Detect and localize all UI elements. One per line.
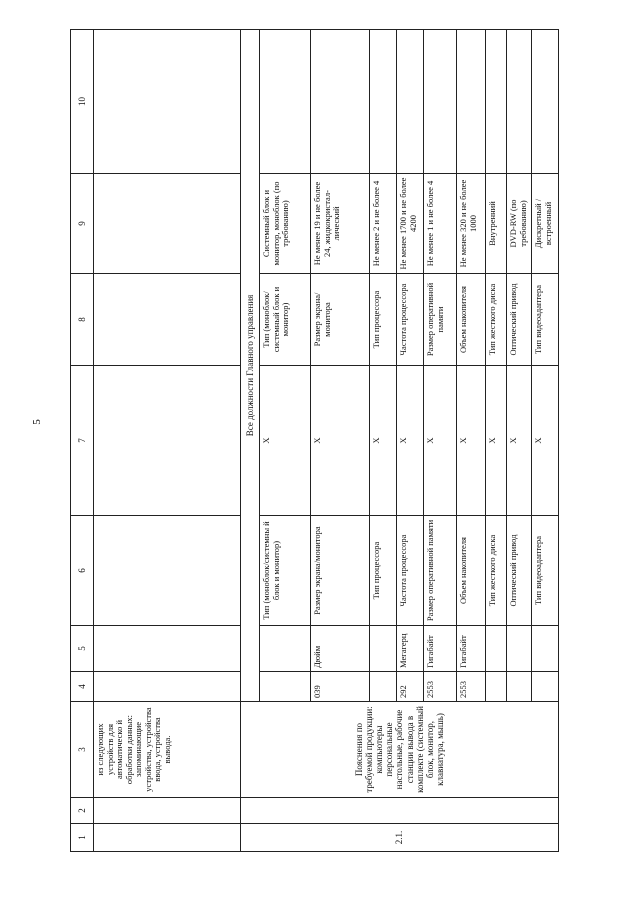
unit-cell: Дюйм bbox=[311, 626, 370, 672]
characteristic-cell: Тип (моноблок/системны й блок и монитор) bbox=[260, 516, 311, 626]
document-page bbox=[70, 30, 560, 852]
column-number: 9 bbox=[71, 174, 94, 274]
characteristic-cell: Размер оперативной памяти bbox=[424, 274, 457, 366]
unit-cell: Гигабайт bbox=[457, 626, 486, 672]
column-number: 6 bbox=[71, 516, 94, 626]
empty-cell bbox=[507, 30, 532, 174]
characteristic-cell: Оптический привод bbox=[507, 516, 532, 626]
requirements-table bbox=[70, 29, 559, 852]
mark-cell: X bbox=[370, 366, 397, 516]
code-cell bbox=[260, 672, 311, 702]
value-cell: Не менее 1 и не более 4 bbox=[424, 174, 457, 274]
empty-cell bbox=[260, 30, 311, 174]
characteristic-cell: Размер оперативной памяти bbox=[424, 516, 457, 626]
characteristic-cell: Размер экрана/монитора bbox=[311, 516, 370, 626]
mark-cell: X bbox=[397, 366, 424, 516]
code-cell bbox=[532, 672, 559, 702]
value-cell: Не менее 2 и не более 4 bbox=[370, 174, 397, 274]
value-cell: Не менее 19 и не более 24, жидкокристал-лический bbox=[311, 174, 370, 274]
code-cell bbox=[486, 672, 507, 702]
empty-cell bbox=[370, 30, 397, 174]
continuation-text: из следующих устройств для автоматическо й обработки данных: запоминающие устройства, устройства ввода, устройства вывода. bbox=[94, 702, 241, 798]
characteristic-cell: Тип процессора bbox=[370, 516, 397, 626]
code-cell: 292 bbox=[397, 672, 424, 702]
column-number: 5 bbox=[71, 626, 94, 672]
value-cell: Не менее 320 и не более 1000 bbox=[457, 174, 486, 274]
value-cell: DVD-RW (по требованию) bbox=[507, 174, 532, 274]
characteristic-cell: Тип процессора bbox=[370, 274, 397, 366]
unit-cell bbox=[260, 626, 311, 672]
empty-cell bbox=[457, 30, 486, 174]
continuation-row bbox=[94, 30, 241, 852]
characteristic-cell: Размер экрана/монитора bbox=[311, 274, 370, 366]
empty-cell bbox=[311, 30, 370, 174]
empty-cell bbox=[532, 30, 559, 174]
characteristic-cell: Тип видеоадаптера bbox=[532, 516, 559, 626]
item-name: Пояснения по требуемой продукции: компьютеры персональные настольные, рабочие станции вывода в комплекте (системный блок, монитор, клавиатура, мышь) bbox=[241, 702, 559, 798]
code-cell: 039 bbox=[311, 672, 370, 702]
mark-cell: X bbox=[486, 366, 507, 516]
empty-cell bbox=[486, 30, 507, 174]
characteristic-cell: Тип видеоадаптера bbox=[532, 274, 559, 366]
mark-cell: X bbox=[532, 366, 559, 516]
section-title: Все должности Главного управления bbox=[241, 30, 260, 702]
column-number: 1 bbox=[71, 824, 94, 852]
empty-cell bbox=[397, 30, 424, 174]
column-number: 2 bbox=[71, 798, 94, 824]
column-number: 10 bbox=[71, 30, 94, 174]
column-number: 3 bbox=[71, 702, 94, 798]
characteristic-cell: Оптический привод bbox=[507, 274, 532, 366]
unit-cell bbox=[507, 626, 532, 672]
characteristic-cell: Частота процессора bbox=[397, 516, 424, 626]
characteristic-cell: Объем накопителя bbox=[457, 274, 486, 366]
column-number: 4 bbox=[71, 672, 94, 702]
code-cell bbox=[507, 672, 532, 702]
column-number: 7 bbox=[71, 366, 94, 516]
mark-cell: X bbox=[507, 366, 532, 516]
characteristic-cell: Тип жесткого диска bbox=[486, 516, 507, 626]
code-cell bbox=[370, 672, 397, 702]
value-cell: Не менее 1700 и не более 4200 bbox=[397, 174, 424, 274]
mark-cell: X bbox=[457, 366, 486, 516]
section-row bbox=[241, 30, 260, 852]
item-number: 2.1. bbox=[241, 824, 559, 852]
mark-cell: X bbox=[311, 366, 370, 516]
characteristic-cell: Объем накопителя bbox=[457, 516, 486, 626]
unit-cell: Гигабайт bbox=[424, 626, 457, 672]
unit-cell: Мегагерц bbox=[397, 626, 424, 672]
code-cell: 2553 bbox=[424, 672, 457, 702]
unit-cell bbox=[370, 626, 397, 672]
value-cell: Дискретный / встроенный bbox=[532, 174, 559, 274]
unit-cell bbox=[486, 626, 507, 672]
value-cell: Системный блок и монитор, моноблок (по требованию) bbox=[260, 174, 311, 274]
unit-cell bbox=[532, 626, 559, 672]
column-numbers-row bbox=[71, 30, 94, 852]
page-number: 5 bbox=[30, 419, 43, 425]
characteristic-cell: Тип жесткого диска bbox=[486, 274, 507, 366]
mark-cell: X bbox=[424, 366, 457, 516]
value-cell: Внутренний bbox=[486, 174, 507, 274]
column-number: 8 bbox=[71, 274, 94, 366]
characteristic-cell: Тип (моноблок/ системный блок и монитор) bbox=[260, 274, 311, 366]
empty-cell bbox=[424, 30, 457, 174]
mark-cell: X bbox=[260, 366, 311, 516]
code-cell: 2553 bbox=[457, 672, 486, 702]
characteristic-cell: Частота процессора bbox=[397, 274, 424, 366]
